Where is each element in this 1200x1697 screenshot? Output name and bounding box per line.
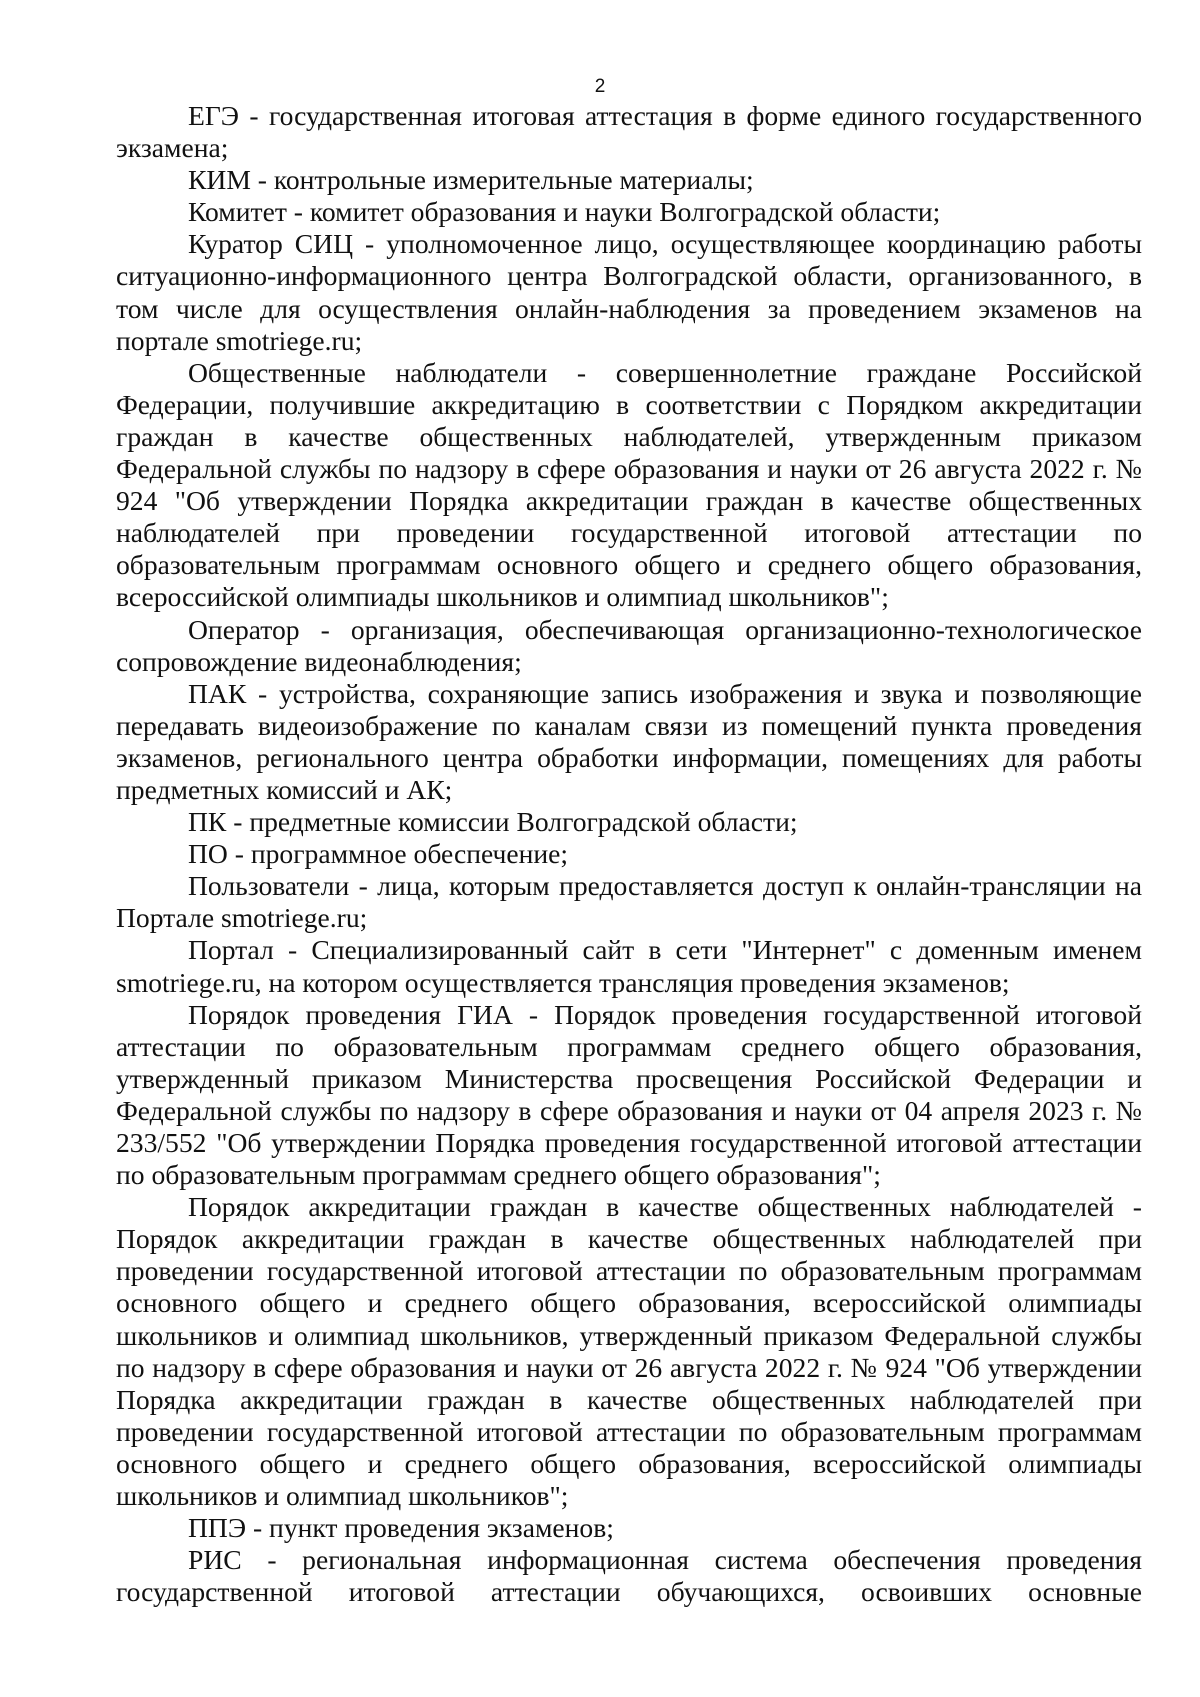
- document-body: [116, 100, 1142, 1608]
- paragraph-operator: Оператор - организация, обеспечивающая организационно-технологическое сопровождение видеонаблюдения;: [116, 613, 1142, 677]
- paragraph-users: Пользователи - лица, которым предоставляется доступ к онлайн-трансляции на Портале smotriege.ru;: [116, 870, 1142, 934]
- paragraph-pak: ПАК - устройства, сохраняющие запись изображения и звука и позволяющие передавать видеоизображение по каналам связи из помещений пункта проведения экзаменов, регионального центра обработки информации, помещениях для работы предметных комиссий и АК;: [116, 677, 1142, 805]
- paragraph-komitet: Комитет - комитет образования и науки Волгоградской области;: [188, 196, 941, 228]
- paragraph-accreditation-procedure: Порядок аккредитации граждан в качестве общественных наблюдателей - Порядок аккредитации граждан в качестве общественных наблюдателей при проведении государственной итоговой аттестации по образовательным программам основного общего и среднего общего образования, всероссийской олимпиады школьников и олимпиад школьников, утвержденный приказом Федеральной службы по надзору в сфере образования и науки от 26 августа 2022 г. № 924 "Об утверждении Порядка аккредитации граждан в качестве общественных наблюдателей при проведении государственной итоговой аттестации по образовательным программам основного общего и среднего общего образования, всероссийской олимпиады школьников и олимпиад школьников";: [116, 1191, 1142, 1512]
- page-number: 2: [594, 76, 606, 97]
- paragraph-kim: КИМ - контрольные измерительные материалы;: [188, 164, 754, 196]
- paragraph-pk: ПК - предметные комиссии Волгоградской области;: [188, 806, 798, 838]
- paragraph-ris: РИС - региональная информационная система обеспечения проведения государственной итоговой аттестации обучающихся, освоивших основные: [116, 1544, 1142, 1608]
- paragraph-portal: Портал - Специализированный сайт в сети "Интернет" с доменным именем smotriege.ru, на котором осуществляется трансляция проведения экзаменов;: [116, 934, 1142, 998]
- paragraph-ege: ЕГЭ - государственная итоговая аттестация в форме единого государственного экзамена;: [116, 100, 1142, 164]
- paragraph-po: ПО - программное обеспечение;: [188, 838, 569, 870]
- paragraph-ppe: ППЭ - пункт проведения экзаменов;: [188, 1512, 614, 1544]
- paragraph-kurator-sic: Куратор СИЦ - уполномоченное лицо, осуществляющее координацию работы ситуационно-информационного центра Волгоградской области, организованного, в том числе для осуществления онлайн-наблюдения за проведением экзаменов на портале smotriege.ru;: [116, 228, 1142, 356]
- paragraph-public-observers: Общественные наблюдатели - совершеннолетние граждане Российской Федерации, получившие аккредитацию в соответствии с Порядком аккредитации граждан в качестве общественных наблюдателей, утвержденным приказом Федеральной службы по надзору в сфере образования и науки от 26 августа 2022 г. № 924 "Об утверждении Порядка аккредитации граждан в качестве общественных наблюдателей при проведении государственной итоговой аттестации по образовательным программам основного общего и среднего общего образования, всероссийской олимпиады школьников и олимпиад школьников";: [116, 356, 1142, 613]
- paragraph-gia-procedure: Порядок проведения ГИА - Порядок проведения государственной итоговой аттестации по образовательным программам среднего общего образования, утвержденный приказом Министерства просвещения Российской Федерации и Федеральной службы по надзору в сфере образования и науки от 04 апреля 2023 г. № 233/552 "Об утверждении Порядка проведения государственной итоговой аттестации по образовательным программам среднего общего образования";: [116, 998, 1142, 1191]
